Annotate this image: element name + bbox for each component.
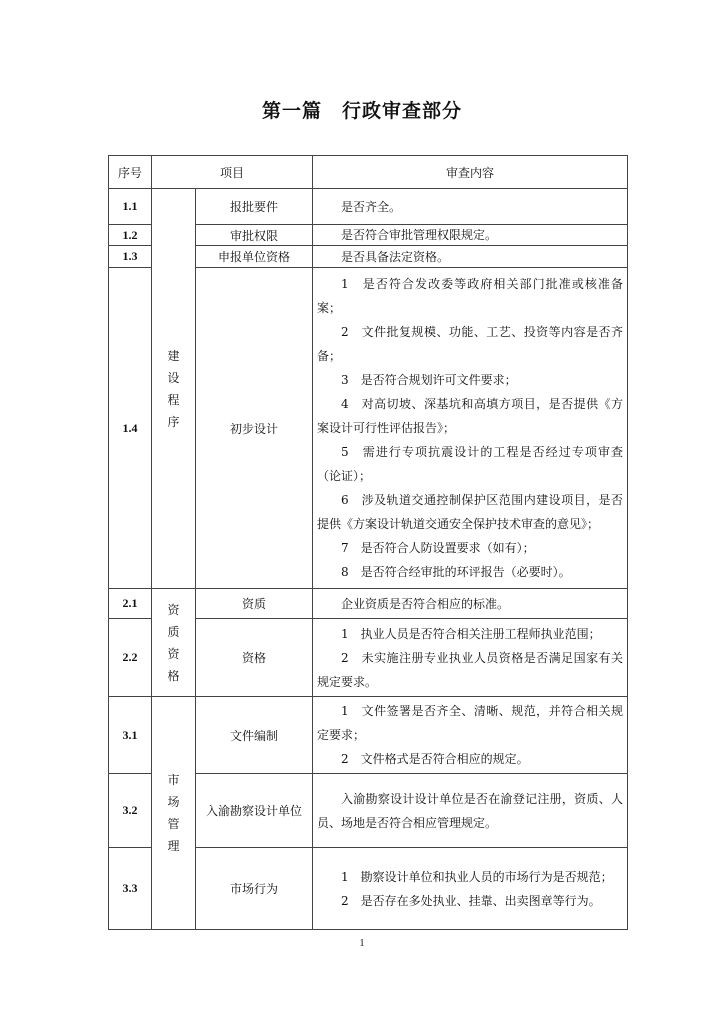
page-title: 第一篇 行政审查部分 xyxy=(261,100,463,122)
row-content: 1 是否符合发改委等政府相关部门批准或核准备案； 2 文件批复规模、功能、工艺、投资等内容是否齐备； 3 是否符合规划许可文件要求； 4 对高切坡、深基坑和高填方项目，是否提供《方案设计可行性评估报告》； 5 需进行专项抗震设计的工程是否经过专项审查（论证）； 6 涉及轨道交通控制保护区范围内建设项目，是否提供《方案设计轨道交通安全保护技术审查的意见》； 7 是否符合人防设置要求（如有）； 8 是否符合经审批的环评报告（必要时）。 xyxy=(313,268,628,589)
category-build: 建 设 程 序 xyxy=(152,189,196,589)
category-qualification: 资 质 资 格 xyxy=(152,589,196,697)
header-content: 审查内容 xyxy=(313,156,628,189)
table-row xyxy=(109,697,628,774)
header-no: 序号 xyxy=(109,156,152,189)
row-content: 1 执业人员是否符合相关注册工程师执业范围； 2 未实施注册专业执业人员资格是否满足国家有关规定要求。 xyxy=(313,619,628,697)
row-content: 企业资质是否符合相应的标准。 xyxy=(313,589,628,619)
row-item: 初步设计 xyxy=(196,268,313,589)
row-item: 资质 xyxy=(196,589,313,619)
row-item: 申报单位资格 xyxy=(196,246,313,268)
row-number: 3.1 xyxy=(109,697,152,774)
row-number: 2.1 xyxy=(109,589,152,619)
row-item: 文件编制 xyxy=(196,697,313,774)
table-row xyxy=(109,589,628,619)
row-number: 2.2 xyxy=(109,619,152,697)
row-item: 报批要件 xyxy=(196,189,313,225)
row-content: 是否齐全。 xyxy=(313,189,628,225)
header-item: 项目 xyxy=(152,156,313,189)
row-content: 入渝勘察设计设计单位是否在渝登记注册，资质、人员、场地是否符合相应管理规定。 xyxy=(313,774,628,848)
table-row xyxy=(109,189,628,225)
table-header-row xyxy=(109,156,628,189)
row-number: 1.1 xyxy=(109,189,152,225)
row-item: 市场行为 xyxy=(196,848,313,930)
row-number: 1.4 xyxy=(109,268,152,589)
row-content: 1 勘察设计单位和执业人员的市场行为是否规范； 2 是否存在多处执业、挂靠、出卖图章等行为。 xyxy=(313,848,628,930)
row-number: 3.2 xyxy=(109,774,152,848)
row-number: 1.2 xyxy=(109,225,152,246)
category-market: 市 场 管 理 xyxy=(152,697,196,930)
row-number: 1.3 xyxy=(109,246,152,268)
page-number: 1 xyxy=(359,938,365,949)
row-number: 3.3 xyxy=(109,848,152,930)
row-item: 资格 xyxy=(196,619,313,697)
row-content: 是否符合审批管理权限规定。 xyxy=(313,225,628,246)
review-table xyxy=(108,155,628,930)
row-content: 是否具备法定资格。 xyxy=(313,246,628,268)
row-item: 入渝勘察设计单位 xyxy=(196,774,313,848)
row-content: 1 文件签署是否齐全、清晰、规范，并符合相关规定要求； 2 文件格式是否符合相应的规定。 xyxy=(313,697,628,774)
row-item: 审批权限 xyxy=(196,225,313,246)
